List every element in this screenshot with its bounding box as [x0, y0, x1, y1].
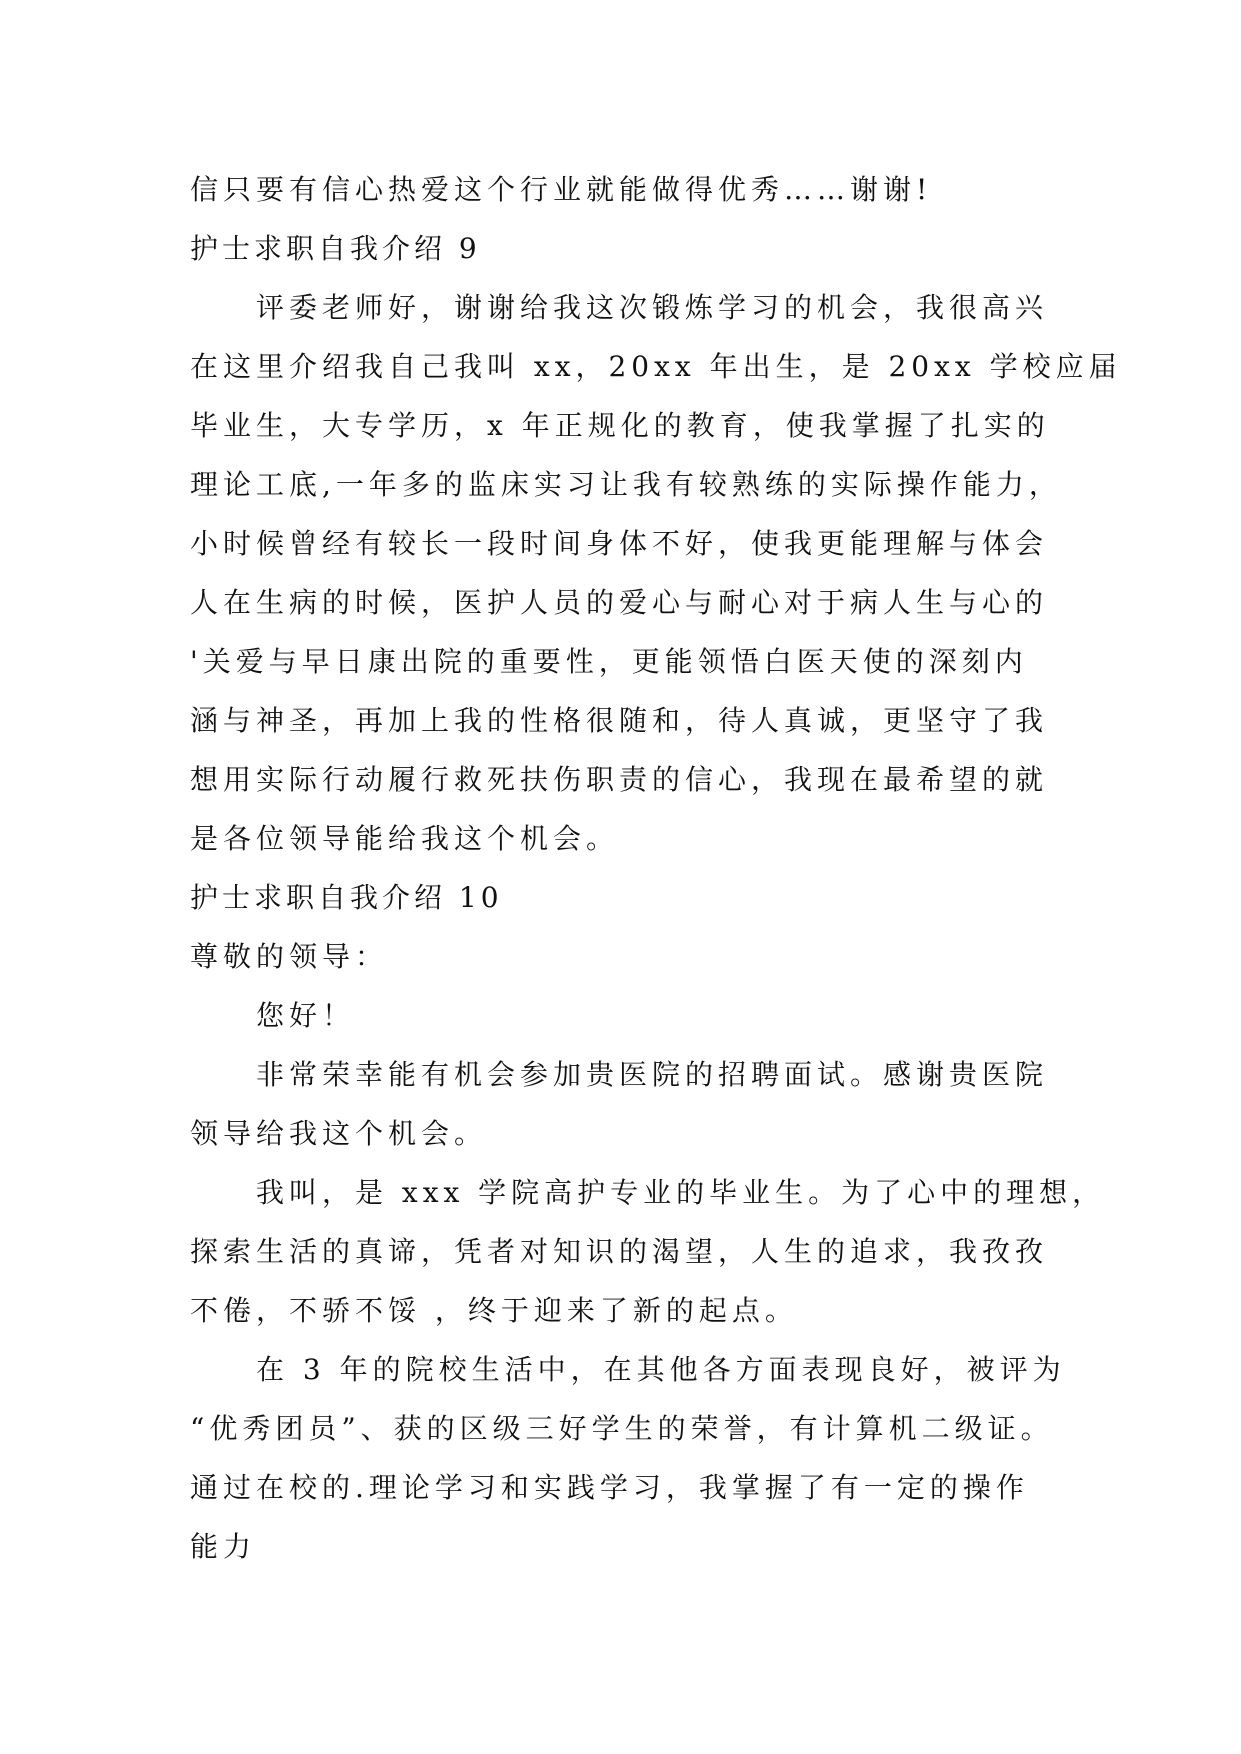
section-heading-9: 护士求职自我介绍 9: [190, 232, 481, 265]
text-line: “优秀团员”、获的区级三好学生的荣誉，有计算机二级证。: [190, 1412, 1054, 1445]
document-body: [190, 160, 1122, 1576]
text-line: 人在生病的时候，医护人员的爱心与耐心对于病人生与心的: [190, 586, 1049, 619]
text-line: 涵与神圣，再加上我的性格很随和，待人真诚，更坚守了我: [190, 704, 1049, 737]
text-line: 通过在校的.理论学习和实践学习，我掌握了有一定的操作: [190, 1471, 1029, 1504]
section-heading-10: 护士求职自我介绍 10: [190, 881, 503, 914]
text-line: 探索生活的真谛，凭者对知识的渴望，人生的追求，我孜孜: [190, 1235, 1049, 1268]
text-line: 毕业生，大专学历，x 年正规化的教育，使我掌握了扎实的: [190, 409, 1050, 442]
text-line: 在 3 年的院校生活中，在其他各方面表现良好，被评为: [256, 1353, 1066, 1386]
text-line: 能力: [190, 1530, 257, 1563]
text-line: 是各位领导能给我这个机会。: [190, 822, 620, 855]
text-line: 小时候曾经有较长一段时间身体不好，使我更能理解与体会: [190, 527, 1049, 560]
text-line: 想用实际行动履行救死扶伤职责的信心，我现在最希望的就: [190, 763, 1049, 796]
text-line: 理论工底,一年多的监床实习让我有较熟练的实际操作能力，: [190, 468, 1062, 501]
text-line: 评委老师好，谢谢给我这次锻炼学习的机会，我很高兴: [256, 291, 1049, 324]
text-line: 领导给我这个机会。: [190, 1117, 488, 1150]
salutation: 尊敬的领导：: [190, 940, 389, 973]
text-line: 非常荣幸能有机会参加贵医院的招聘面试。感谢贵医院: [256, 1058, 1049, 1091]
text-line-continuation: 信只要有信心热爱这个行业就能做得优秀……谢谢!: [190, 173, 933, 206]
text-line: 不倦，不骄不馁 ，终于迎来了新的起点。: [190, 1294, 798, 1327]
text-line: 在这里介绍我自己我叫 xx，20xx 年出生，是 20xx 学校应届: [190, 350, 1122, 383]
text-line: '关爱与早日康出院的重要性，更能领悟白医天使的深刻内: [190, 645, 1028, 678]
text-line: 我叫，是 xxx 学院高护专业的毕业生。为了心中的理想，: [256, 1176, 1106, 1209]
greeting: 您好！: [256, 999, 356, 1032]
